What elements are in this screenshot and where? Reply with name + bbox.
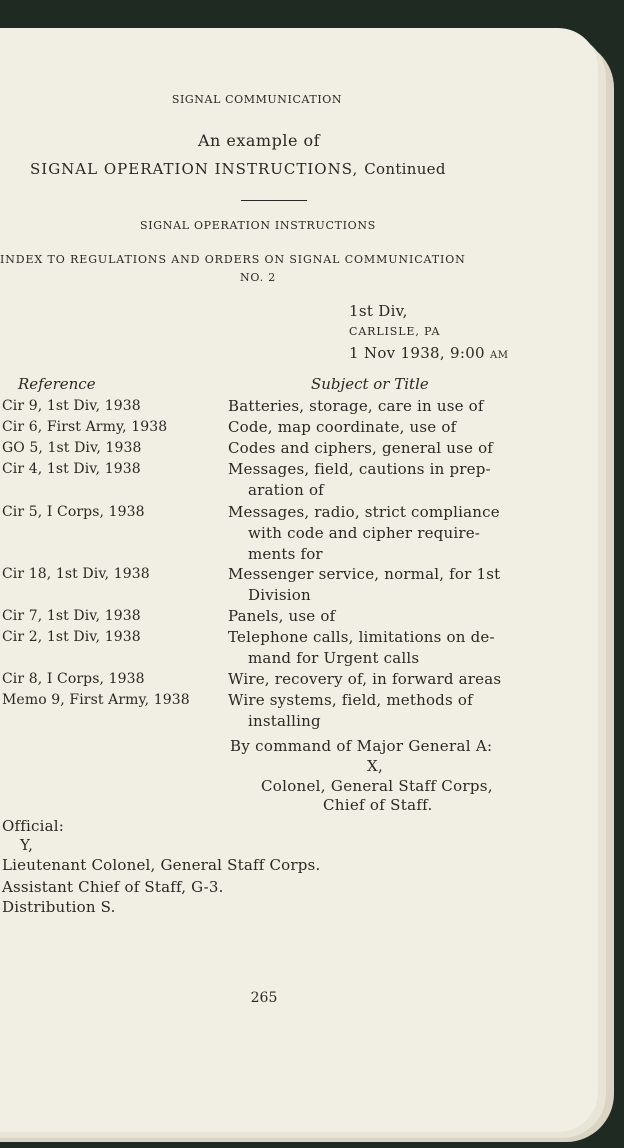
distribution-line: Distribution S. <box>2 898 116 916</box>
entry-subject <box>228 690 524 732</box>
entry-subject <box>228 438 524 459</box>
title-main: SIGNAL OPERATION INSTRUCTIONS, <box>30 160 359 178</box>
entry-subject <box>228 459 524 501</box>
entry-reference: Cir 8, I Corps, 1938 <box>2 671 145 687</box>
entry-reference: Cir 5, I Corps, 1938 <box>2 504 145 520</box>
entry-subject-line: Codes and ciphers, general use of <box>228 439 494 457</box>
entry-reference: Memo 9, First Army, 1938 <box>2 692 190 708</box>
entry-subject-line: with code and cipher require- <box>248 524 481 542</box>
entry-subject-line: mand for Urgent calls <box>248 649 420 667</box>
entry-reference: Cir 4, 1st Div, 1938 <box>2 461 141 477</box>
entry-subject-line: installing <box>248 712 321 730</box>
entry-subject-line: Wire, recovery of, in forward areas <box>228 670 502 688</box>
entry-subject <box>228 669 524 690</box>
page-number: 265 <box>250 990 278 1006</box>
official-rank: Lieutenant Colonel, General Staff Corps. <box>2 856 321 874</box>
entry-subject-line: Batteries, storage, care in use of <box>228 397 484 415</box>
official-label: Official: <box>2 817 64 835</box>
entry-reference: GO 5, 1st Div, 1938 <box>2 440 142 456</box>
divider-rule <box>241 200 307 201</box>
entry-reference: Cir 7, 1st Div, 1938 <box>2 608 141 624</box>
entry-subject-line: Telephone calls, limitations on de- <box>228 628 495 646</box>
entry-subject-line: Code, map coordinate, use of <box>228 418 457 436</box>
signature-signer: X, <box>367 757 384 775</box>
index-heading: INDEX TO REGULATIONS AND ORDERS ON SIGNAL COMMUNICATION <box>0 253 466 266</box>
entry-subject-line: Panels, use of <box>228 607 336 625</box>
entry-reference: Cir 9, 1st Div, 1938 <box>2 398 141 414</box>
entry-subject-line: Messenger service, normal, for 1st <box>228 565 501 583</box>
entry-subject-line: Wire systems, field, methods of <box>228 691 473 709</box>
index-number: NO. 2 <box>240 271 276 284</box>
by-command-line: By command of Major General A: <box>230 737 493 755</box>
entry-reference: Cir 18, 1st Div, 1938 <box>2 566 150 582</box>
title-continued: Continued <box>364 160 446 178</box>
hq-unit: 1st Div, <box>349 302 408 320</box>
hq-date <box>349 344 509 362</box>
entry-subject-line: Messages, field, cautions in prep- <box>228 460 491 478</box>
hq-place: CARLISLE, PA <box>349 325 441 338</box>
reference-column-heading: Reference <box>18 375 96 393</box>
signature-role: Chief of Staff. <box>323 796 433 814</box>
entry-subject <box>228 564 524 606</box>
signature-rank: Colonel, General Staff Corps, <box>261 777 493 795</box>
entry-subject <box>228 502 524 565</box>
page-title <box>30 160 446 178</box>
example-line: An example of <box>197 131 321 150</box>
entry-subject-line: Messages, radio, strict compliance <box>228 503 500 521</box>
official-signer: Y, <box>20 836 34 854</box>
entry-reference: Cir 2, 1st Div, 1938 <box>2 629 141 645</box>
subject-column-heading: Subject or Title <box>311 375 429 393</box>
soi-subheading: SIGNAL OPERATION INSTRUCTIONS <box>140 219 376 232</box>
hq-time-suffix: AM <box>489 350 509 361</box>
entry-subject-line: ments for <box>248 545 323 563</box>
running-head: SIGNAL COMMUNICATION <box>171 93 343 106</box>
entry-subject-line: Division <box>248 586 311 604</box>
official-role: Assistant Chief of Staff, G-3. <box>2 878 224 896</box>
entry-reference: Cir 6, First Army, 1938 <box>2 419 168 435</box>
entry-subject <box>228 396 524 417</box>
entry-subject <box>228 606 524 627</box>
entry-subject <box>228 417 524 438</box>
entry-subject-line: aration of <box>248 481 324 499</box>
entry-subject <box>228 627 524 669</box>
hq-date-value: 1 Nov 1938, 9:00 <box>349 344 485 362</box>
